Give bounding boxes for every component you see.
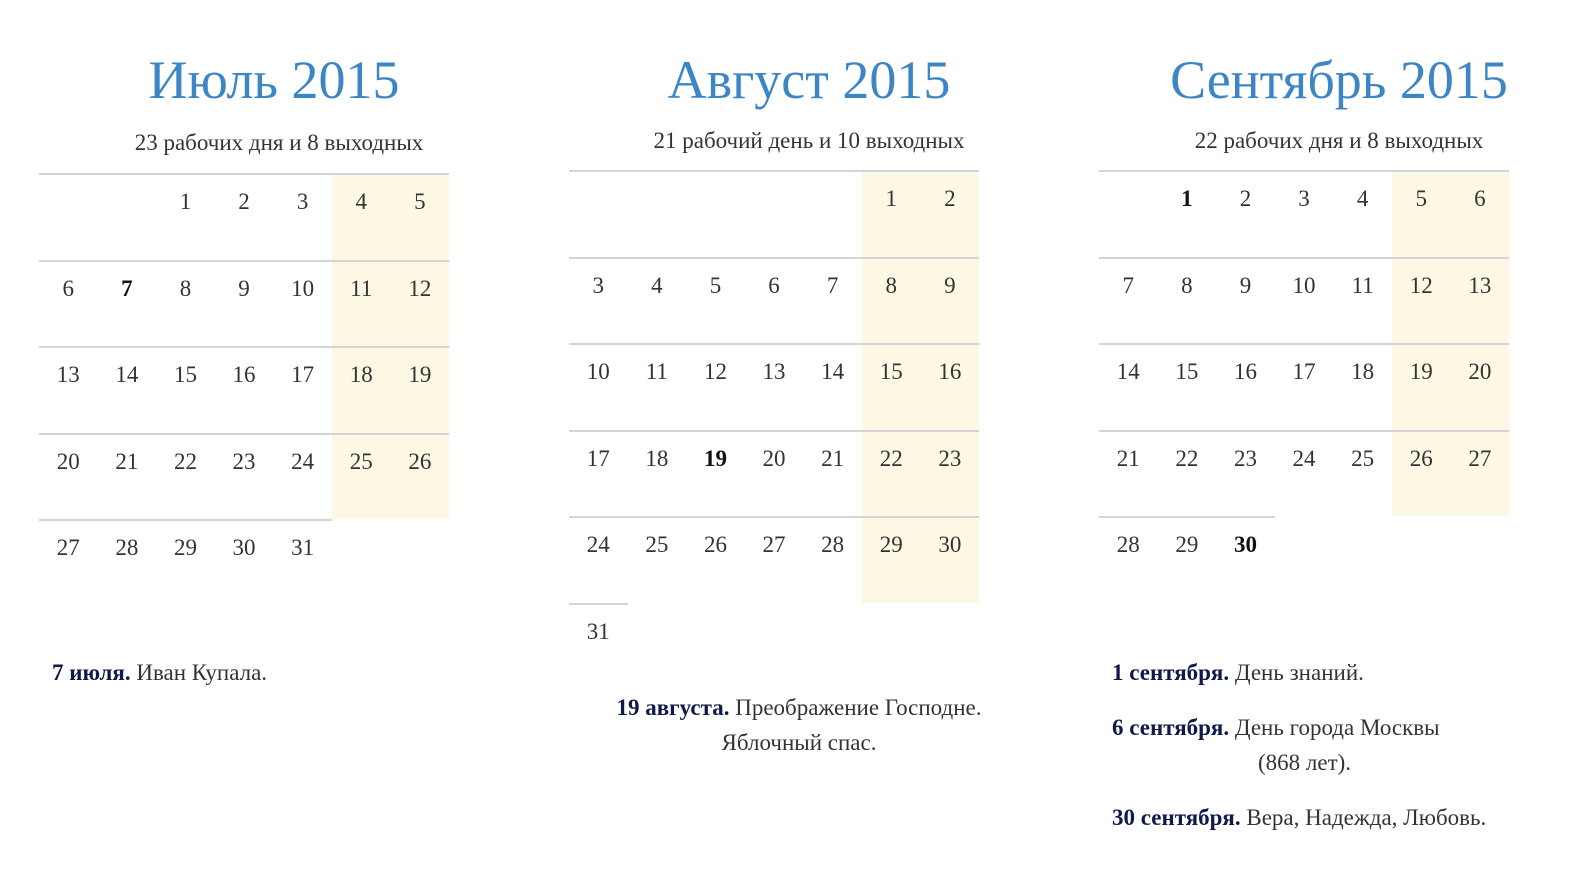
day-cell: 21 [115,448,139,474]
day-cell: 27 [56,535,80,560]
note-date: 1 сентября. [1112,660,1230,685]
note-date: 30 сентября. [1112,805,1241,830]
note-date: 19 августа. [616,695,730,720]
week-divider [569,257,979,259]
day-cell: 7 [1122,272,1134,298]
day-cell: 14 [821,359,845,384]
day-cell: 3 [592,272,604,298]
day-cell: 1 [1181,186,1193,211]
holiday-note [569,690,1029,760]
day-cell: 29 [1175,532,1199,557]
week-divider [569,343,979,345]
day-cell: 24 [586,532,610,557]
day-cell: 6 [1474,186,1486,211]
day-cell: 19 [408,362,432,387]
day-cell: 9 [1239,272,1252,298]
month-subtitle: 22 рабочих дня и 8 выходных [1194,128,1484,153]
day-cell: 27 [1468,445,1492,471]
note-text: День знаний. [1234,660,1364,685]
day-cell: 2 [238,189,250,214]
month-title: Сентябрь 2015 [1170,50,1508,110]
day-cell: 11 [645,359,668,384]
week-divider [1099,257,1509,259]
day-cell: 17 [1292,359,1316,384]
day-cell: 16 [938,359,962,384]
holiday-note [1112,655,1569,690]
day-cell: 3 [1298,186,1310,211]
day-cell: 20 [762,445,786,471]
day-cell: 6 [768,272,780,298]
week-divider [569,603,628,605]
month-title: Август 2015 [667,50,951,110]
day-cell: 7 [121,275,133,301]
month-subtitle: 23 рабочих дня и 8 выходных [134,130,424,155]
day-cell: 12 [703,359,727,384]
day-cell: 29 [879,532,903,557]
day-cell: 30 [232,535,256,560]
day-cell: 31 [291,535,315,560]
calendar-september [1099,0,1569,869]
week-divider [569,430,979,432]
note-date: 7 июля. [52,660,131,685]
day-cell: 19 [1409,359,1433,384]
note-date: 6 сентября. [1112,715,1230,740]
day-cell: 20 [1468,359,1492,384]
day-cell: 18 [645,445,669,471]
day-cell: 16 [1233,359,1257,384]
holiday-notes [569,690,1029,760]
day-cell: 28 [115,535,139,560]
day-cell: 18 [349,362,373,387]
day-cell: 9 [944,272,956,298]
day-cell: 5 [709,272,722,298]
day-cell: 24 [291,448,315,474]
day-cell: 14 [1116,359,1140,384]
day-cell: 19 [703,445,727,471]
note-text: Преображение Господне. [735,695,982,720]
week-divider [39,346,449,348]
calendar-august [569,0,1039,869]
day-cell: 21 [821,445,845,471]
day-cell: 23 [232,448,256,474]
day-cell: 23 [938,445,962,471]
day-cell: 11 [350,275,373,301]
calendar-july [39,0,509,869]
day-cell: 16 [232,362,256,387]
day-cell: 28 [821,532,845,557]
day-cell: 10 [586,359,610,384]
day-cell: 11 [1351,272,1374,298]
week-divider [39,260,449,262]
week-divider [39,519,332,521]
day-cell: 3 [296,189,309,214]
note-text: Вера, Надежда, Любовь. [1246,805,1487,830]
day-cell: 2 [944,186,956,211]
day-cell: 14 [115,362,139,387]
holiday-notes [52,655,492,690]
day-cell: 18 [1351,359,1375,384]
day-cell: 25 [645,532,669,557]
day-cell: 30 [938,532,962,557]
day-cell: 26 [408,448,432,474]
holiday-note [1112,800,1569,835]
day-cell: 31 [586,618,610,644]
day-cell: 9 [238,275,250,301]
day-cell: 28 [1116,532,1140,557]
day-cell: 10 [1292,272,1316,298]
day-cell: 22 [173,448,197,474]
month-subtitle: 21 рабочий день и 10 выходных [653,128,965,153]
day-cell: 26 [1409,445,1433,471]
day-cell: 15 [879,359,903,384]
day-cell: 20 [56,448,80,474]
day-cell: 8 [1181,272,1193,298]
week-divider [1099,430,1509,432]
day-cell: 27 [762,532,786,557]
day-cell: 13 [1468,272,1492,298]
note-text-continued: Яблочный спас. [721,730,877,755]
note-text: Иван Купала. [136,660,268,685]
day-cell: 12 [408,275,432,301]
week-divider [1099,516,1275,518]
day-cell: 2 [1239,186,1252,211]
day-cell: 21 [1116,445,1140,471]
day-cell: 22 [879,445,903,471]
day-cell: 1 [179,189,192,214]
day-cell: 4 [1356,186,1369,211]
week-divider [1099,343,1509,345]
day-cell: 4 [651,272,663,298]
day-cell: 22 [1175,445,1199,471]
day-cell: 12 [1409,272,1433,298]
day-cell: 26 [703,532,727,557]
week-divider [39,173,449,175]
week-divider [39,433,449,435]
day-cell: 4 [355,189,367,214]
day-cell: 5 [414,189,426,214]
week-divider [569,516,979,518]
note-text-continued: (868 лет). [1258,750,1352,775]
day-cell: 10 [291,275,315,301]
day-cell: 7 [826,272,839,298]
day-cell: 8 [179,275,192,301]
day-cell: 6 [62,275,74,301]
note-text: День города Москвы [1234,715,1440,740]
week-divider [1099,170,1509,172]
holiday-note [52,655,492,690]
day-cell: 15 [173,362,197,387]
day-cell: 13 [56,362,80,387]
day-cell: 1 [885,186,897,211]
day-cell: 17 [586,445,610,471]
day-cell: 5 [1415,186,1427,211]
day-cell: 13 [762,359,786,384]
holiday-note [1112,710,1569,780]
day-cell: 30 [1233,532,1257,557]
day-cell: 25 [349,448,373,474]
day-cell: 8 [885,272,897,298]
day-cell: 25 [1351,445,1375,471]
day-cell: 24 [1292,445,1316,471]
day-cell: 29 [173,535,197,560]
week-divider [569,170,979,172]
day-cell: 15 [1175,359,1199,384]
day-cell: 17 [291,362,315,387]
holiday-notes [1112,655,1569,835]
month-title: Июль 2015 [148,50,400,110]
day-cell: 23 [1233,445,1257,471]
